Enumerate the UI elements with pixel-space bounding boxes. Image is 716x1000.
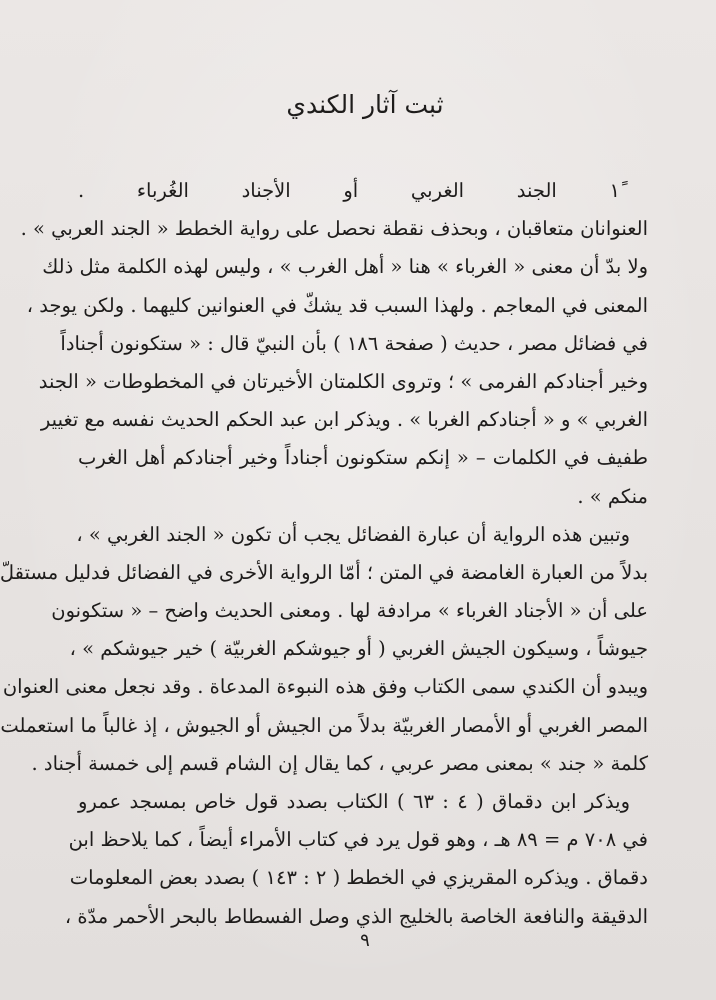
- text-line: على أن « الأجناد الغرباء » مرادفة لها . ومعنى الحديث واضح – « ستكونون: [51, 599, 648, 623]
- text-line: طفيف في الكلمات – « إنكم ستكونون أجناداً وخير أجنادكم أهل الغرب: [78, 446, 648, 470]
- text-line: الغربي » و « أجنادكم الغربا » . ويذكر ابن عبد الحكم الحديث نفسه مع تغيير: [40, 408, 648, 432]
- text-line: كلمة « جند » بمعنى مصر عربي ، كما يقال إن الشام قسم إلى خمسة أجناد .: [31, 751, 648, 775]
- text-line: العنوانان متعاقبان ، وبحذف نقطة نحصل على رواية الخطط « الجند العربي » .: [20, 217, 648, 241]
- text-line: جيوشاً ، وسيكون الجيش الغربي ( أو جيوشكم الغربيّة ) خير جيوشكم » ،: [69, 637, 648, 661]
- page-title: ثبت آثار الكندي: [286, 90, 444, 119]
- text-line: في فضائل مصر ، حديث ( صفحة ١٨٦ ) بأن النبيّ قال : « ستكونون أجناداً: [60, 331, 648, 355]
- text-line: منكم » .: [577, 484, 648, 508]
- text-line: ويذكر ابن دقماق ( ٤ : ٦٣ ) الكتاب بصدد قول خاص بمسجد عمرو: [78, 790, 631, 813]
- text-line: الدقيقة والنافعة الخاصة بالخليج الذي وصل الفسطاط بالبحر الأحمر مدّة ،: [64, 904, 648, 928]
- text-line: وخير أجنادكم الفرمى » ؛ وتروى الكلمتان الأخيرتان في المخطوطات « الجند: [38, 369, 648, 393]
- text-line: وتبين هذه الرواية أن عبارة الفضائل يجب أن تكون « الجند الغربي » ،: [76, 522, 630, 546]
- text-line: ويبدو أن الكندي سمى الكتاب وفق هذه النبوءة المدعاة . وقد نجعل معنى العنوان: [2, 675, 648, 699]
- section-heading: ١ً الجند الغربي أو الأجناد الغُرباء .: [78, 179, 620, 202]
- body-text: [0, 172, 648, 936]
- text-line: في ٧٠٨ م = ٨٩ هـ ، وهو قول يرد في كتاب الأمراء أيضاً ، كما يلاحظ ابن: [68, 828, 648, 852]
- text-line: بدلاً من العبارة الغامضة في المتن ؛ أمّا الرواية الأخرى في الفضائل فدليل مستقلّ: [0, 560, 648, 584]
- page-number: ٩: [360, 930, 370, 951]
- text-line: المعنى في المعاجم . ولهذا السبب قد يشكّ في العنوانين كليهما . ولكن يوجد ،: [26, 293, 648, 317]
- text-line: ولا بدّ أن معنى « الغرباء » هنا « أهل الغرب » ، وليس لهذه الكلمة مثل ذلك: [42, 255, 648, 279]
- text-line: المصر الغربي أو الأمصار الغربيّة بدلاً من الجيش أو الجيوش ، إذ غالباً ما استعملت: [0, 713, 648, 737]
- text-line: دقماق . ويذكره المقريزي في الخطط ( ٢ : ١٤٣ ) بصدد بعض المعلومات: [69, 866, 648, 890]
